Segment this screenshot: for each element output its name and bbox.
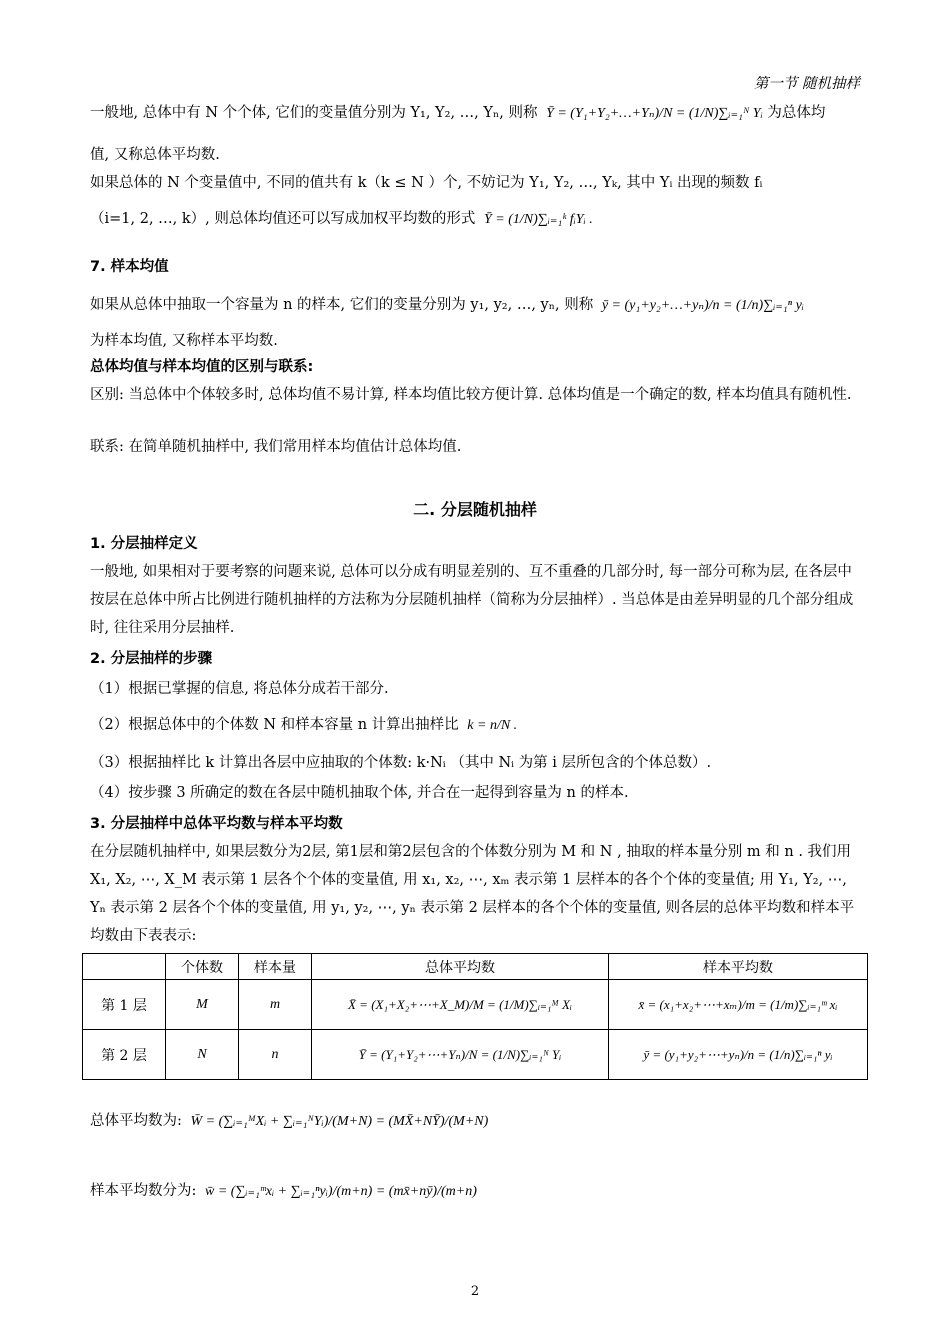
table-header-cell: 总体平均数 [312,954,609,980]
population-mean-text-continued: 值, 又称总体平均数. [90,147,220,163]
weighted-mean-text: 如果总体的 N 个变量值中, 不同的值共有 k（k ≤ N ）个, 不妨记为 Y₁, Y₂, …, Yₖ, 其中 Yᵢ 出现的频数 fᵢ [90,175,763,191]
stratified-definition-heading: 1. 分层抽样定义 [90,536,198,552]
table-row [83,980,868,1030]
table-cell: ȳ = (y₁+y₂+⋯+yₙ)/n = (1/n)∑ᵢ₌₁ⁿ yᵢ [609,1030,868,1080]
table-header-cell [83,954,166,980]
sample-mean-heading: 7. 样本均值 [90,259,169,275]
table-cell: m [239,980,312,1030]
sample-mean-text: 如果从总体中抽取一个容量为 n 的样本, 它们的变量分别为 y₁, y₂, …, yₙ, 则称 [90,297,594,313]
table-header-cell: 个体数 [166,954,239,980]
sample-mean-text-continued: 为样本均值, 又称样本平均数. [90,333,278,349]
connection-text: 联系: 在简单随机抽样中, 我们常用样本均值估计总体均值. [90,439,462,455]
table-cell: x̄ = (x₁+x₂+⋯+xₘ)/m = (1/m)∑ᵢ₌₁ᵐ xᵢ [609,980,868,1030]
section-title: 二. 分层随机抽样 [413,500,537,519]
table-cell: 第 2 层 [83,1030,166,1080]
difference-text: 区别: 当总体中个体较多时, 总体均值不易计算, 样本均值比较方便计算. 总体均值是一个确定的数, 样本均值具有随机性. [90,387,852,403]
sampling-ratio-formula: k = n/N . [467,718,518,733]
population-mean-formula: Ȳ = (Y₁+Y₂+…+Yₙ)/N = (1/N)∑ᵢ₌₁ᴺ Yᵢ [546,106,763,121]
overall-mean-label: 总体平均数为: [90,1113,182,1129]
weighted-mean-formula: Ȳ = (1/N)∑ᵢ₌₁ᵏ fᵢYᵢ . [484,212,593,227]
step-4: （4）按步骤 3 所确定的数在各层中随机抽取个体, 并合在一起得到容量为 n 的样本. [90,785,629,801]
sample-weighted-mean-line [90,1182,477,1202]
stratum-table [82,953,868,1080]
table-header-cell: 样本平均数 [609,954,868,980]
population-mean-text-end: 为总体均 [767,105,826,121]
population-mean-text: 一般地, 总体中有 N 个个体, 它们的变量值分别为 Y₁, Y₂, …, Yₙ, 则称 [90,105,538,121]
mean-heading: 3. 分层抽样中总体平均数与样本平均数 [90,816,343,832]
table-cell: X̄ = (X₁+X₂+⋯+X_M)/M = (1/M)∑ᵢ₌₁ᴹ Xᵢ [312,980,609,1030]
stratified-definition-text: 一般地, 如果相对于要考察的问题来说, 总体可以分成有明显差别的、互不重叠的几部分时, 每一部分可称为层, 在各层中按层在总体中所占比例进行随机抽样的方法称为分层随机抽样（简称为分层抽样）. 当总体是由差异明显的几个部分组成时, 往往采用分层抽样. [90,564,854,636]
sample-mean-formula: ȳ = (y₁+y₂+…+yₙ)/n = (1/n)∑ᵢ₌₁ⁿ yᵢ [601,298,805,313]
table-cell: Ȳ = (Y₁+Y₂+⋯+Yₙ)/N = (1/N)∑ᵢ₌₁ᴺ Yᵢ [312,1030,609,1080]
table-header-cell: 样本量 [239,954,312,980]
population-mean-paragraph [90,104,825,124]
difference-heading: 总体均值与样本均值的区别与联系: [90,359,314,375]
table-cell: N [166,1030,239,1080]
table-cell: M [166,980,239,1030]
steps-heading: 2. 分层抽样的步骤 [90,651,213,667]
overall-mean-line [90,1112,488,1132]
step-1: （1）根据已掌握的信息, 将总体分成若干部分. [90,681,389,697]
table-row [83,1030,868,1080]
step-2-text: （2）根据总体中的个体数 N 和样本容量 n 计算出抽样比 [90,717,459,733]
sample-mean-paragraph [90,296,804,316]
mean-text: 在分层随机抽样中, 如果层数分为2层, 第1层和第2层包含的个体数分别为 M 和 N , 抽取的样本量分别 m 和 n . 我们用 X₁, X₂, ⋯, X_M 表示第 1 层各个个体的变量值, 用 x₁, x₂, ⋯, xₘ 表示第 1 层样本的各个个体的变量值; 用 Y₁, Y₂, ⋯, Yₙ 表示第 2 层各个个体的变量值, 用 y₁, y₂, ⋯, yₙ 表示第 2 层样本的各个个体的变量值, 则各层的总体平均数和样本平均数由下表表示: [90,844,855,944]
weighted-mean-line [90,210,593,230]
sample-weighted-mean-formula: w̄ = (∑ᵢ₌₁ᵐxᵢ + ∑ᵢ₌₁ⁿyᵢ)/(m+n) = (mx̄+nȳ)/(m+n) [205,1184,477,1199]
overall-mean-formula: W̄ = (∑ᵢ₌₁ᴹXᵢ + ∑ᵢ₌₁ᴺYᵢ)/(M+N) = (MX̄+NȲ)/(M+N) [190,1114,489,1129]
table-cell: 第 1 层 [83,980,166,1030]
sample-weighted-mean-label: 样本平均数分为: [90,1183,197,1199]
weighted-mean-text-2: （i=1, 2, …, k）, 则总体均值还可以写成加权平均数的形式 [90,211,476,227]
running-header: 第一节 随机抽样 [753,76,860,92]
table-cell: n [239,1030,312,1080]
step-2 [90,716,517,736]
step-3: （3）根据抽样比 k 计算出各层中应抽取的个体数: k·Nᵢ （其中 Nᵢ 为第 i 层所包含的个体总数）. [90,755,712,771]
page-number: 2 [470,1284,480,1299]
table-header-row [83,954,868,980]
